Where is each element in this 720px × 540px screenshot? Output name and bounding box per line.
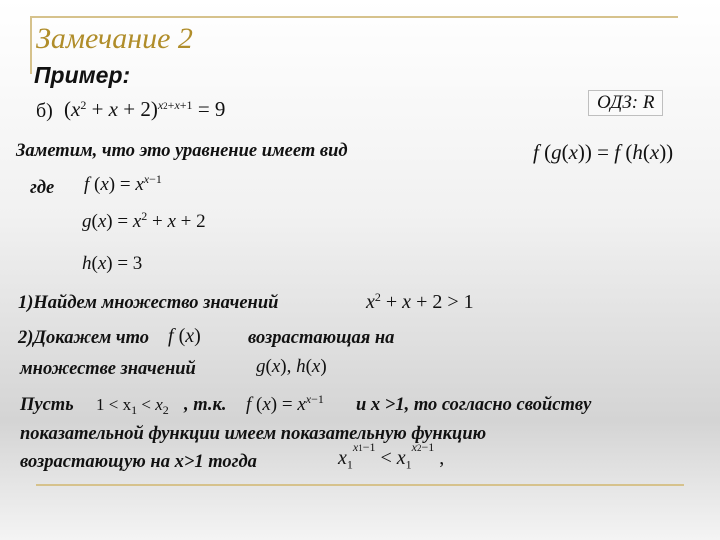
step2-set-text: множестве значений xyxy=(20,359,196,379)
slide-subtitle: Пример: xyxy=(34,62,131,88)
step2-function: f (x) xyxy=(168,325,201,347)
odz-box: ОДЗ: R xyxy=(588,90,663,116)
f-definition: f $(x) = x^{x-1}$ xyxy=(84,171,162,195)
tk-text: , т.к. xyxy=(184,395,227,415)
line2-text: показательной функции имеем показательную функцию xyxy=(20,424,487,444)
title-left-rule xyxy=(30,16,32,74)
notice-text: Заметим, что это уравнение имеет вид xyxy=(16,141,348,161)
and-text: и x >1, то согласно свойству xyxy=(356,395,592,415)
slide-title: Замечание 2 xyxy=(36,22,193,55)
step2-text: 2)Докажем что xyxy=(18,328,149,348)
line3-text: возрастающую на x>1 тогда xyxy=(20,452,257,472)
bottom-rule xyxy=(36,484,684,486)
let-text: Пусть xyxy=(20,395,74,415)
step2-increasing: возрастающая на xyxy=(248,328,395,348)
h-definition: h(x) = 3 xyxy=(82,253,143,274)
example-label: б) xyxy=(36,100,53,122)
g-definition: $g(x) = x^2 + x + 2$ xyxy=(82,208,206,232)
final-inequality: $x_1^{x1-1} < x_1^{x2-1}$ , xyxy=(338,440,445,472)
step1-text: 1)Найдем множество значений xyxy=(18,293,279,313)
where-label: где xyxy=(30,178,55,198)
example-equation: $(x^2 + x + 2)^{x2+x+1} = 9$ xyxy=(64,97,226,121)
step1-inequality: $x^2 + x + 2 > 1$ xyxy=(366,289,474,313)
title-top-rule xyxy=(30,16,678,18)
tk-function: f $(x) = x^{x-1}$ xyxy=(246,391,324,415)
let-inequality: $1 < x_1 < x_2$ xyxy=(96,395,169,418)
step2-set: g(x), h(x) xyxy=(256,356,327,377)
composition-form: f (g(x)) = f (h(x)) xyxy=(533,140,674,164)
